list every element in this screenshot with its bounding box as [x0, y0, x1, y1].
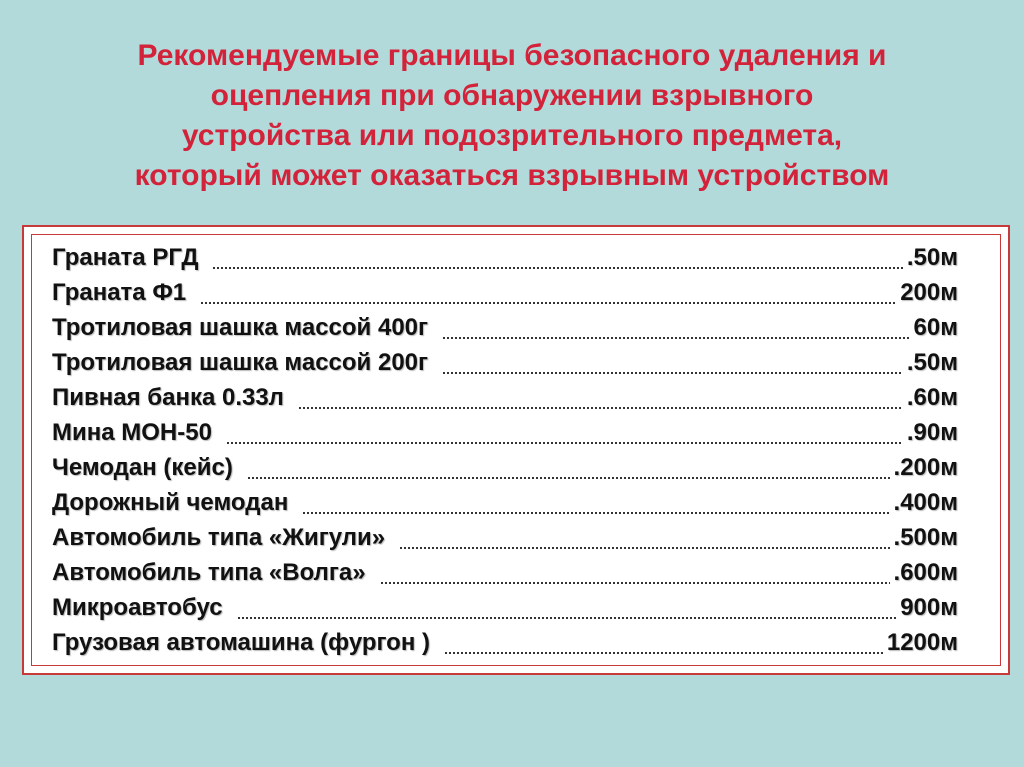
item-label: Мина МОН-50 [52, 419, 212, 446]
slide-title [40, 36, 984, 196]
list-item [52, 314, 958, 349]
dot-leader [442, 371, 903, 375]
dot-leader [444, 651, 883, 655]
item-distance: 900м [900, 594, 958, 621]
title-line-3: устройства или подозрительного предмета, [181, 119, 843, 152]
list-item [52, 524, 958, 559]
dot-leader [302, 511, 889, 515]
list-item [52, 244, 958, 279]
item-label: Автомобиль типа «Волга» [52, 559, 366, 586]
list-item [52, 559, 958, 594]
title-line-4: который может оказаться взрывным устройством [134, 159, 890, 192]
title-line-1: Рекомендуемые границы безопасного удаления и [137, 39, 887, 72]
dot-leader [200, 301, 896, 305]
dot-leader [380, 581, 890, 585]
list-item [52, 279, 958, 314]
dot-leader [399, 546, 889, 550]
item-label: Граната Ф1 [52, 279, 187, 306]
item-distance: 60м [913, 314, 958, 341]
list-item [52, 629, 958, 664]
title-line-2: оцепления при обнаружении взрывного [210, 79, 814, 112]
item-label: Граната РГД [52, 244, 199, 271]
item-distance: .90м [906, 419, 958, 446]
list-item [52, 349, 958, 384]
item-distance: .600м [893, 559, 958, 586]
item-label: Грузовая автомашина (фургон ) [52, 629, 430, 656]
list-item [52, 384, 958, 419]
item-label: Тротиловая шашка массой 400г [52, 314, 429, 341]
item-distance: .200м [893, 454, 958, 481]
dot-leader [298, 406, 903, 410]
dot-leader [212, 266, 902, 270]
list-item [52, 594, 958, 629]
item-label: Микроавтобус [52, 594, 223, 621]
item-label: Автомобиль типа «Жигули» [52, 524, 386, 551]
item-label: Чемодан (кейс) [52, 454, 233, 481]
item-distance: .500м [893, 524, 958, 551]
item-label: Тротиловая шашка массой 200г [52, 349, 429, 376]
item-label: Пивная банка 0.33л [52, 384, 284, 411]
item-label: Дорожный чемодан [52, 489, 289, 516]
item-distance: .50м [906, 244, 958, 271]
item-distance: .50м [906, 349, 958, 376]
item-distance: 200м [900, 279, 958, 306]
list-item [52, 489, 958, 524]
distance-list [52, 244, 958, 664]
item-distance: .60м [906, 384, 958, 411]
dot-leader [226, 441, 903, 445]
item-distance: .400м [893, 489, 958, 516]
list-item [52, 454, 958, 489]
list-item [52, 419, 958, 454]
item-distance: 1200м [886, 629, 958, 656]
dot-leader [442, 336, 910, 340]
dot-leader [237, 616, 897, 620]
dot-leader [247, 476, 890, 480]
